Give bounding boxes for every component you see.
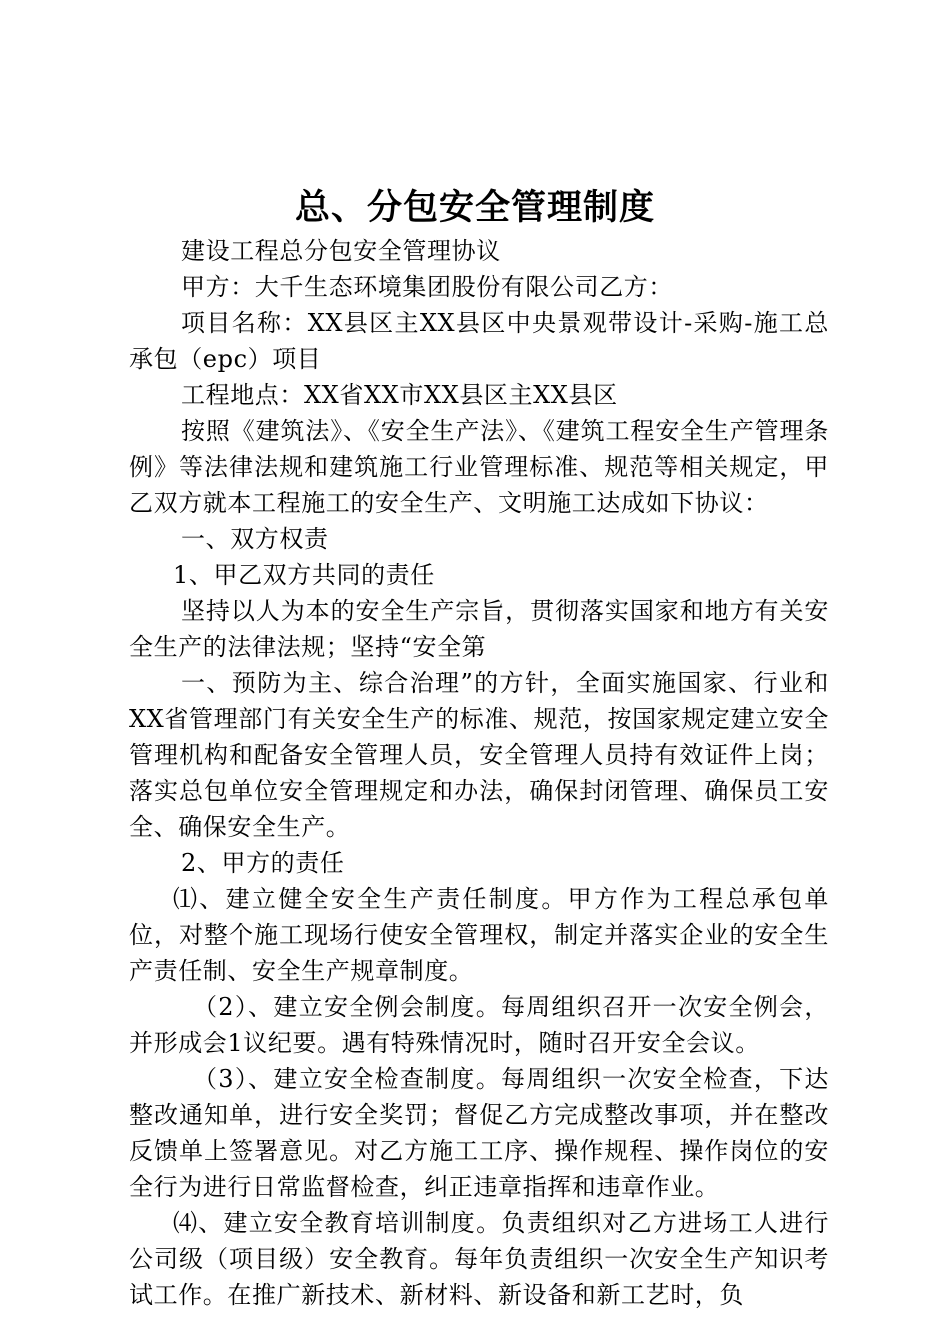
paragraph-parties: 甲方：大千生态环境集团股份有限公司乙方： <box>181 273 673 301</box>
paragraph-joint-duties-1: 坚持以人为本的安全生产宗旨，贯彻落实国家和地方有关安全生产的法律法规；坚持“安全第 <box>129 597 829 661</box>
paragraph-party-a-item-1: ⑴、建立健全安全生产责任制度。甲方作为工程总承包单位，对整个施工现场行使安全管理权，制定并落实企业的安全生产责任制、安全生产规章制度。 <box>129 885 829 985</box>
paragraph-party-a-item-4: ⑷、建立安全教育培训制度。负责组织对乙方进场工人进行公司级（项目级）安全教育。每年负责组织一次安全生产知识考试工作。在推广新技术、新材料、新设备和新工艺时，负 <box>129 1209 829 1309</box>
paragraph-project-name: 项目名称：XX县区主XX县区中央景观带设计-采购-施工总承包（epc）项目 <box>129 309 829 373</box>
document-title: 总、分包安全管理制度 <box>294 188 655 228</box>
paragraph-project-location: 工程地点：XX省XX市XX县区主XX县区 <box>181 381 618 409</box>
paragraph-party-a-item-3: （3）、建立安全检查制度。每周组织一次安全检查，下达整改通知单，进行安全奖罚；督促乙方完成整改事项，并在整改反馈单上签署意见。对乙方施工工序、操作规程、操作岗位的安全行为进行日常监督检查，纠正违章指挥和违章作业。 <box>129 1065 829 1201</box>
subsection-heading-joint-duties: 1、甲乙双方共同的责任 <box>173 561 435 589</box>
document-body <box>129 233 829 1313</box>
section-heading-rights: 一、双方权责 <box>181 525 329 553</box>
subsection-heading-party-a: 2、甲方的责任 <box>181 849 345 877</box>
paragraph-agreement-name: 建设工程总分包安全管理协议 <box>181 237 501 265</box>
paragraph-joint-duties-2: 一、预防为主、综合治理”的方针，全面实施国家、行业和XX省管理部门有关安全生产的标准、规范，按国家规定建立安全管理机构和配备安全管理人员，安全管理人员持有效证件上岗；落实总包单位安全管理规定和办法，确保封闭管理、确保员工安全、确保安全生产。 <box>129 669 829 841</box>
paragraph-party-a-item-2: （2）、建立安全例会制度。每周组织召开一次安全例会，并形成会1议纪要。遇有特殊情况时，随时召开安全会议。 <box>129 993 829 1057</box>
paragraph-preamble: 按照《建筑法》、《安全生产法》、《建筑工程安全生产管理条例》等法律法规和建筑施工行业管理标准、规范等相关规定，甲乙双方就本工程施工的安全生产、文明施工达成如下协议： <box>129 417 829 517</box>
